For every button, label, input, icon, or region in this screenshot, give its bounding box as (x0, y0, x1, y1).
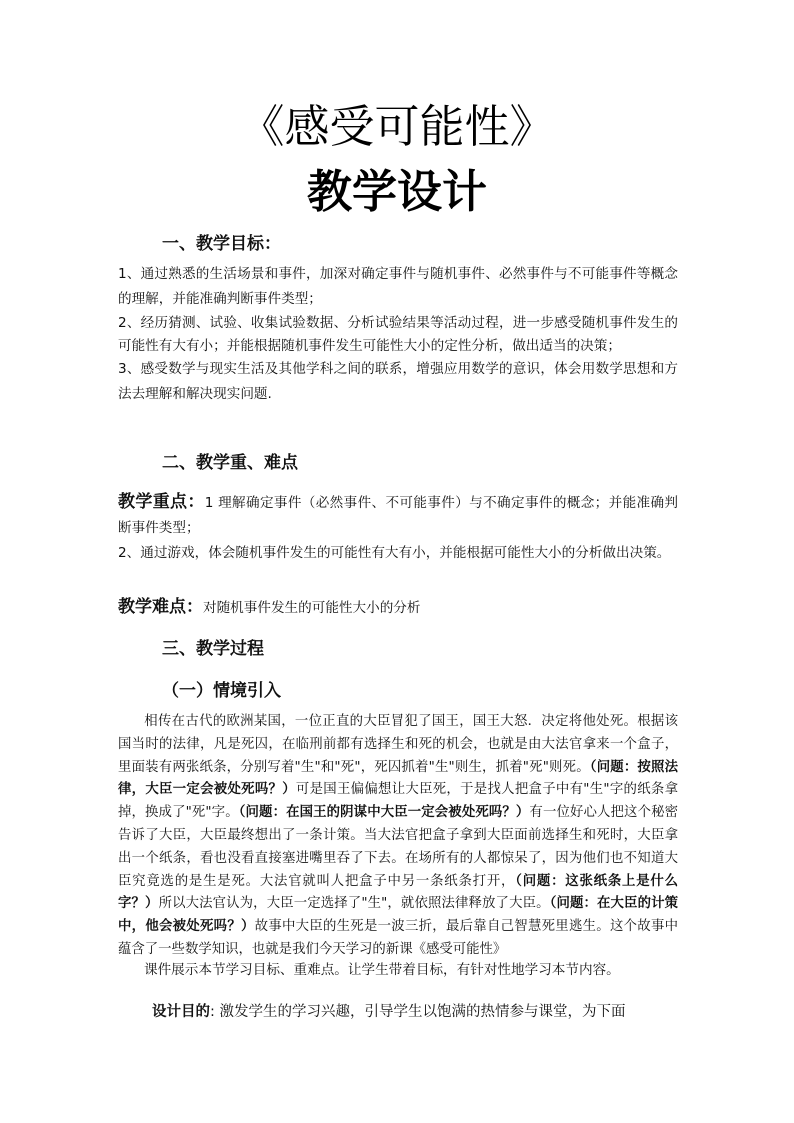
story-paragraph (118, 711, 678, 962)
story-part-3: 有一位好心人把这个秘密告诉了大臣，大臣最终想出了一条计策。当大法官把盒子拿到大臣面前选择生和死时，大臣拿出一个纸条，看也没看直接塞进嘴里吞了下去。在场所有的人都惊呆了，因为他们也不知道大臣究竟选的是生是死。大法官就叫人把盒子中另一条纸条打开， (118, 805, 678, 889)
key-points-paragraph (118, 490, 678, 541)
key-points-text-2: 2、通过游戏，体会随机事件发生的可能性有大有小，并能根据可能性大小的分析做出决策。 (118, 545, 671, 561)
story-part-5: 故事中大臣的生死是一波三折，最后靠自己智慧死里逃生。这个故事中蕴含了一些数学知识，也就是我们今天学习的新课《感受可能性》 (118, 919, 679, 957)
document-subtitle: 教学设计 (306, 165, 487, 218)
design-purpose-text: : 激发学生的学习兴趣，引导学生以饱满的热情参与课堂，为下面 (210, 1004, 626, 1020)
design-purpose-label: 设计目的 (152, 1004, 210, 1020)
story-part-4: 所以大法官认为，大臣一定选择了"生"，就依照法律释放了大臣。 (158, 896, 550, 912)
section-heading-objectives: 一、教学目标： (162, 234, 281, 254)
difficulty-text: 对随机事件发生的可能性大小的分析 (203, 600, 421, 616)
section-heading-key-points: 二、教学重、难点 (162, 453, 298, 473)
subsection-heading-introduction: （一）情境引入 (162, 681, 281, 701)
objective-item-1: 1、通过熟悉的生活场景和事件，加深对确定事件与随机事件、必然事件与不可能事件等概念的理解，并能准确判断事件类型； (118, 266, 678, 307)
design-purpose-paragraph (152, 1000, 682, 1025)
difficulty-label: 教学难点： (118, 597, 203, 617)
document-title: 《感受可能性》 (239, 100, 555, 153)
story-question-3: （问题：这张纸条上是什么字？） (118, 873, 678, 912)
courseware-paragraph (118, 958, 678, 983)
difficulty-block (118, 595, 678, 621)
objective-item-2: 2、经历猜测、试验、收集试验数据、分析试验结果等活动过程，进一步感受随机事件发生的可能性有大有小；并能根据随机事件发生可能性大小的定性分析，做出适当的决策； (118, 315, 678, 354)
section-heading-process: 三、教学过程 (162, 639, 264, 659)
story-part-1: 相传在古代的欧洲某国，一位正直的大臣冒犯了国王，国王大怒．决定将他处死。根据该国当时的法律，凡是死囚，在临刑前都有选择生和死的机会，也就是由大法官拿来一个盒子，里面装有两张纸条，分别写着"生"和"死"，死囚抓着"生"则生，抓着"死"则死。 (118, 714, 678, 775)
key-points-text-1: 1 理解确定事件（必然事件、不可能事件）与不确定事件的概念；并能准确判断事件类型； (118, 495, 679, 536)
objectives-list (118, 262, 678, 407)
key-points-block (118, 490, 678, 566)
story-question-2: （问题：在国王的阴谋中大臣一定会被处死吗？） (238, 805, 530, 821)
story-question-1: （问题：按照法律，大臣一定会被处死吗？） (118, 759, 678, 798)
objective-item-3: 3、感受数学与现实生活及其他学科之间的联系，增强应用数学的意识，体会用数学思想和方法去理解和解决现实问题. (118, 361, 678, 402)
story-part-2: 可是国王偏偏想让大臣死，于是找人把盒子中有"生"字的纸条拿掉，换成了"死"字。 (118, 782, 678, 821)
key-points-label: 教学重点： (118, 492, 205, 512)
courseware-text: 课件展示本节学习目标、重难点。让学生带着目标，有针对性地学习本节内容。 (144, 962, 620, 978)
story-question-4: （问题：在大臣的计策中，他会被处死吗？） (118, 896, 678, 935)
